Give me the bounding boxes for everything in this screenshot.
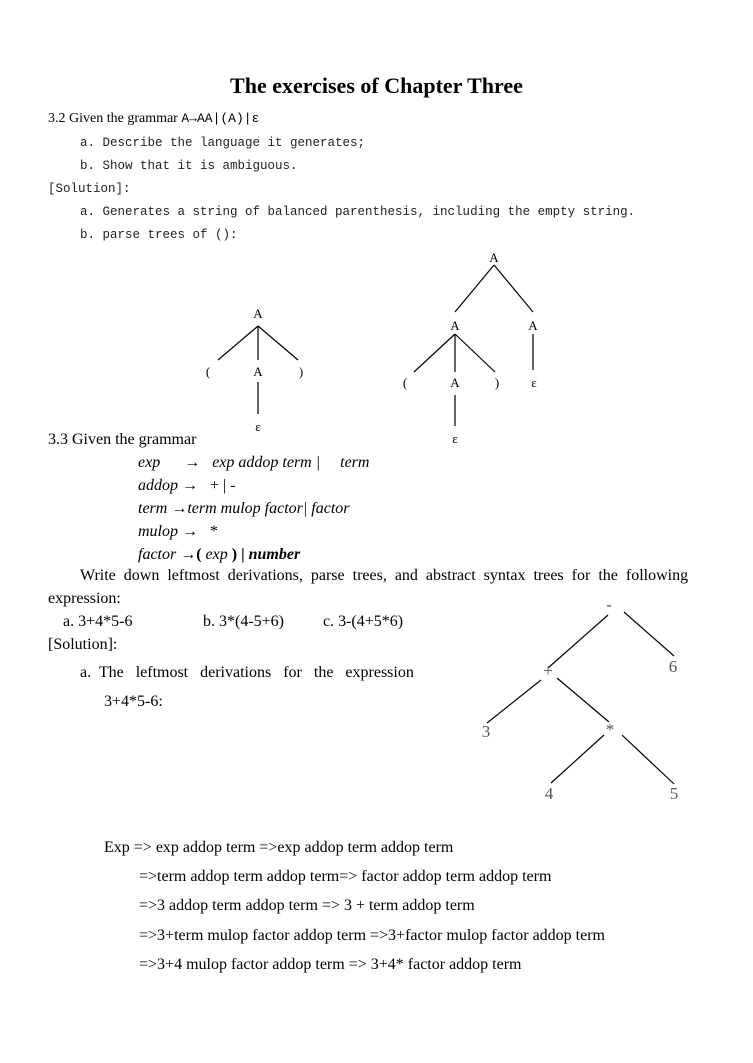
rule-mulop	[138, 523, 218, 541]
rule-mulop-arrow: →	[182, 523, 198, 540]
derivation-line: =>3 addop term addop term => 3 + term addop term	[139, 897, 475, 914]
tree2-right-a: A	[528, 318, 538, 333]
rule-term-arrow: →	[171, 500, 188, 517]
derivation-line: =>3+4 mulop factor addop term => 3+4* factor addop term	[139, 956, 522, 973]
tree2-eps-mid: ε	[452, 431, 458, 446]
tree2-edge-lparen	[414, 334, 455, 372]
tree2-mid: A	[450, 375, 460, 390]
item-a: a. Describe the language it generates;	[80, 136, 366, 150]
solution-a-line-1: a. The leftmost derivations for the expression	[80, 664, 414, 681]
ast-times: *	[605, 720, 615, 739]
rule-exp	[138, 454, 369, 472]
tree1-mid: A	[253, 364, 263, 379]
derivation-line: Exp => exp addop term =>exp addop term addop term	[104, 839, 454, 856]
rule-factor-lhs: factor	[138, 546, 177, 563]
expression-c: c. 3-(4+5*6)	[323, 613, 404, 630]
rule-addop-lhs: addop	[138, 477, 178, 494]
rule-factor-arrow: →	[180, 546, 197, 563]
rule-factor-paren-open: (	[196, 546, 206, 563]
ast-six: 6	[668, 657, 678, 676]
rule-factor	[138, 546, 300, 564]
ast-edge-plus-three	[487, 680, 541, 723]
expression-a: a. 3+4*5-6	[63, 613, 133, 630]
exercise-3-3-heading: 3.3 Given the grammar	[48, 431, 197, 448]
solution-a-3-2: a. Generates a string of balanced parenthesis, including the empty string.	[80, 205, 636, 219]
solution-label-3-3: [Solution]:	[48, 636, 118, 653]
page-title: The exercises of Chapter Three	[230, 73, 523, 98]
rule-addop-arrow: →	[182, 477, 198, 494]
rule-factor-number: number	[248, 546, 301, 563]
solution-label-3-2: [Solution]:	[48, 182, 131, 196]
rule-mulop-lhs: mulop	[138, 523, 178, 540]
rule-term-lhs: term	[138, 500, 168, 517]
expression-b: b. 3*(4-5+6)	[203, 613, 285, 630]
rule-exp-arrow: →	[184, 454, 201, 471]
tree1-lparen: (	[205, 364, 211, 379]
tree2-root: A	[489, 250, 499, 265]
rule-mulop-rhs: *	[210, 523, 218, 540]
tree2-rparen: )	[494, 375, 500, 390]
intro-line-1: Write down leftmost derivations, parse trees, and abstract syntax trees for the following	[80, 567, 689, 584]
tree2-edge-rparen	[455, 334, 495, 372]
tree1-edge-right	[258, 326, 298, 360]
ast-three: 3	[481, 722, 491, 741]
tree2-lparen: (	[402, 375, 408, 390]
ast-five: 5	[669, 784, 679, 803]
tree2-edge-left	[455, 265, 494, 312]
tree1-edge-left	[218, 326, 258, 360]
ast-four: 4	[544, 784, 554, 803]
rule-addop-rhs: + | -	[210, 477, 236, 494]
tree1-root: A	[253, 306, 263, 321]
derivation-line: =>term addop term addop term=> factor addop term addop term	[139, 868, 552, 885]
ast-edge-root-plus	[548, 615, 608, 668]
rule-factor-paren-close: ) |	[227, 546, 249, 563]
item-b: b. Show that it is ambiguous.	[80, 159, 298, 173]
tree1-epsilon: ε	[255, 419, 261, 434]
rule-factor-exp: exp	[205, 546, 228, 563]
rule-exp-lhs: exp	[138, 454, 161, 471]
ast-edge-times-four	[551, 735, 604, 783]
rule-exp-rhs: exp addop term | term	[212, 454, 370, 471]
solution-b-3-2: b. parse trees of ():	[80, 228, 238, 242]
exercise-3-2-label: 3.2 Given the grammar	[48, 111, 182, 126]
ast-edge-times-five	[622, 735, 674, 784]
tree1-rparen: )	[298, 364, 304, 379]
solution-a-line-2: 3+4*5-6:	[104, 693, 163, 710]
ast-root-minus: -	[606, 595, 612, 614]
ast-edge-plus-times	[557, 678, 609, 722]
tree2-edge-right	[494, 265, 533, 312]
derivation-line: =>3+term mulop factor addop term =>3+factor mulop factor addop term	[139, 927, 605, 944]
rule-addop	[138, 477, 236, 495]
ast-plus: +	[543, 661, 553, 680]
tree2-eps-right: ε	[531, 375, 537, 390]
grammar-a: A→AA|(A)|ε	[181, 111, 260, 126]
rule-term-rhs: term mulop factor| factor	[187, 500, 350, 517]
ast-edge-root-six	[624, 612, 674, 656]
tree2-left-a: A	[450, 318, 460, 333]
rule-term	[138, 500, 350, 518]
intro-line-2: expression:	[48, 590, 121, 607]
